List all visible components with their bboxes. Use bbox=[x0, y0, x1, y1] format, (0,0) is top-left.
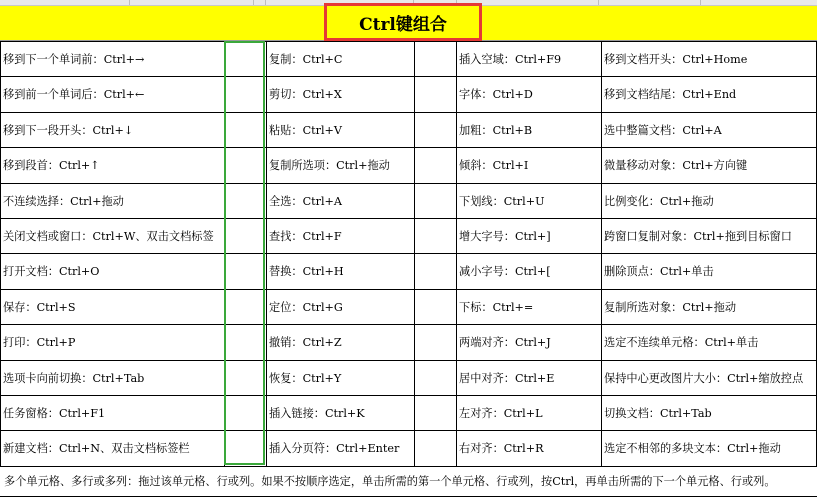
shortcut-cell[interactable] bbox=[3, 430, 225, 465]
shortcut-cell[interactable] bbox=[269, 218, 415, 253]
shortcut-label: 选中整篇文档：Ctrl+A bbox=[604, 123, 722, 137]
shortcut-cell[interactable] bbox=[604, 395, 817, 430]
shortcut-cell[interactable] bbox=[459, 289, 601, 324]
shortcut-cell[interactable] bbox=[459, 183, 601, 218]
shortcut-label: 比例变化：Ctrl+拖动 bbox=[604, 194, 714, 208]
shortcut-cell[interactable] bbox=[604, 289, 817, 324]
column-divider bbox=[598, 0, 599, 5]
shortcut-label: 下划线：Ctrl+U bbox=[459, 194, 545, 208]
shortcut-cell[interactable] bbox=[269, 324, 415, 359]
shortcut-cell[interactable] bbox=[459, 76, 601, 111]
shortcut-label: 移到文档结尾：Ctrl+End bbox=[604, 87, 737, 101]
shortcut-cell[interactable] bbox=[269, 360, 415, 395]
shortcut-cell[interactable] bbox=[3, 289, 225, 324]
shortcut-cell[interactable] bbox=[604, 76, 817, 111]
shortcut-cell[interactable] bbox=[3, 324, 225, 359]
shortcut-label: 粘贴：Ctrl+V bbox=[269, 123, 342, 137]
shortcut-label: 切换文档：Ctrl+Tab bbox=[604, 406, 712, 420]
shortcut-cell[interactable] bbox=[3, 147, 225, 182]
column-divider bbox=[265, 0, 266, 5]
shortcut-cell[interactable] bbox=[269, 147, 415, 182]
shortcut-cell[interactable] bbox=[3, 183, 225, 218]
shortcut-label: 右对齐：Ctrl+R bbox=[459, 441, 544, 455]
shortcut-cell[interactable] bbox=[459, 360, 601, 395]
shortcut-label: 恢复：Ctrl+Y bbox=[269, 371, 342, 385]
shortcut-label: 字体：Ctrl+D bbox=[459, 87, 533, 101]
shortcut-cell[interactable] bbox=[269, 183, 415, 218]
shortcut-cell[interactable] bbox=[604, 253, 817, 288]
shortcut-label: 移到段首：Ctrl+↑ bbox=[3, 158, 100, 172]
shortcut-label: 选项卡向前切换：Ctrl+Tab bbox=[3, 371, 145, 385]
shortcut-cell[interactable] bbox=[269, 253, 415, 288]
footer-note-cell[interactable] bbox=[0, 466, 817, 497]
shortcut-cell[interactable] bbox=[3, 218, 225, 253]
shortcut-cell[interactable] bbox=[604, 41, 817, 76]
shortcut-label: 保持中心更改图片大小：Ctrl+缩放控点 bbox=[604, 371, 804, 385]
shortcut-cell[interactable] bbox=[459, 112, 601, 147]
shortcut-label: 复制：Ctrl+C bbox=[269, 52, 343, 66]
shortcut-cell[interactable] bbox=[459, 41, 601, 76]
column-divider bbox=[253, 0, 254, 5]
shortcut-label: 移到下一段开头：Ctrl+↓ bbox=[3, 123, 134, 137]
shortcut-label: 移到下一个单词前：Ctrl+→ bbox=[3, 52, 145, 66]
shortcut-cell[interactable] bbox=[604, 147, 817, 182]
shortcut-label: 插入空域：Ctrl+F9 bbox=[459, 52, 562, 66]
shortcut-cell[interactable] bbox=[604, 183, 817, 218]
shortcut-label: 左对齐：Ctrl+L bbox=[459, 406, 543, 420]
shortcut-label: 查找：Ctrl+F bbox=[269, 229, 342, 243]
shortcut-cell[interactable] bbox=[3, 76, 225, 111]
shortcut-table bbox=[0, 41, 817, 466]
shortcut-label: 替换：Ctrl+H bbox=[269, 264, 344, 278]
shortcut-label: 任务窗格：Ctrl+F1 bbox=[3, 406, 106, 420]
shortcut-cell[interactable] bbox=[604, 360, 817, 395]
shortcut-label: 加粗：Ctrl+B bbox=[459, 123, 533, 137]
title-cell[interactable] bbox=[324, 3, 482, 41]
shortcut-cell[interactable] bbox=[459, 430, 601, 465]
shortcut-cell[interactable] bbox=[604, 112, 817, 147]
shortcut-label: 插入分页符：Ctrl+Enter bbox=[269, 441, 400, 455]
column-divider bbox=[700, 0, 701, 5]
shortcut-label: 下标：Ctrl+= bbox=[459, 300, 534, 314]
shortcut-label: 复制所选项：Ctrl+拖动 bbox=[269, 158, 390, 172]
shortcut-cell[interactable] bbox=[459, 395, 601, 430]
shortcut-label: 微量移动对象：Ctrl+方向键 bbox=[604, 158, 748, 172]
shortcut-cell[interactable] bbox=[269, 289, 415, 324]
shortcut-cell[interactable] bbox=[269, 430, 415, 465]
shortcut-label: 插入链接：Ctrl+K bbox=[269, 406, 365, 420]
shortcut-label: 移到文档开头：Ctrl+Home bbox=[604, 52, 748, 66]
shortcut-cell[interactable] bbox=[459, 253, 601, 288]
shortcut-label: 保存：Ctrl+S bbox=[3, 300, 76, 314]
page-title: Ctrl键组合 bbox=[359, 14, 447, 35]
shortcut-label: 减小字号：Ctrl+[ bbox=[459, 264, 551, 278]
shortcut-label: 倾斜：Ctrl+I bbox=[459, 158, 529, 172]
shortcut-cell[interactable] bbox=[604, 218, 817, 253]
shortcut-label: 居中对齐：Ctrl+E bbox=[459, 371, 555, 385]
shortcut-label: 打开文档：Ctrl+O bbox=[3, 264, 100, 278]
shortcut-label: 选定不连续单元格：Ctrl+单击 bbox=[604, 335, 759, 349]
column-divider bbox=[129, 0, 130, 5]
shortcut-label: 跨窗口复制对象：Ctrl+拖到目标窗口 bbox=[604, 229, 792, 243]
shortcut-cell[interactable] bbox=[604, 430, 817, 465]
shortcut-cell[interactable] bbox=[269, 41, 415, 76]
shortcut-label: 剪切：Ctrl+X bbox=[269, 87, 342, 101]
shortcut-label: 移到前一个单词后：Ctrl+← bbox=[3, 87, 145, 101]
shortcut-label: 复制所选对象：Ctrl+拖动 bbox=[604, 300, 737, 314]
shortcut-label: 新建文档：Ctrl+N、双击文档标签栏 bbox=[3, 441, 190, 455]
shortcut-label: 打印：Ctrl+P bbox=[3, 335, 76, 349]
footer-note: 多个单元格、多行或多列：拖过该单元格、行或列。如果不按顺序选定，单击所需的第一个单元格、行或列，按Ctrl，再单击所需的下一个单元格、行或列。 bbox=[4, 475, 776, 488]
shortcut-label: 不连续选择：Ctrl+拖动 bbox=[3, 194, 124, 208]
shortcut-cell[interactable] bbox=[3, 395, 225, 430]
shortcut-label: 增大字号：Ctrl+] bbox=[459, 229, 551, 243]
shortcut-cell[interactable] bbox=[3, 253, 225, 288]
shortcut-cell[interactable] bbox=[604, 324, 817, 359]
selected-column[interactable] bbox=[224, 41, 265, 465]
shortcut-label: 两端对齐：Ctrl+J bbox=[459, 335, 551, 349]
shortcut-label: 撤销：Ctrl+Z bbox=[269, 335, 342, 349]
shortcut-label: 删除顶点：Ctrl+单击 bbox=[604, 264, 714, 278]
shortcut-cell[interactable] bbox=[269, 112, 415, 147]
shortcut-label: 定位：Ctrl+G bbox=[269, 300, 343, 314]
shortcut-label: 关闭文档或窗口：Ctrl+W、双击文档标签 bbox=[3, 229, 214, 243]
shortcut-label: 全选：Ctrl+A bbox=[269, 194, 342, 208]
shortcut-cell[interactable] bbox=[3, 360, 225, 395]
shortcut-cell[interactable] bbox=[269, 395, 415, 430]
shortcut-cell[interactable] bbox=[269, 76, 415, 111]
shortcut-cell[interactable] bbox=[459, 147, 601, 182]
shortcut-cell[interactable] bbox=[3, 112, 225, 147]
shortcut-cell[interactable] bbox=[459, 324, 601, 359]
shortcut-label: 选定不相邻的多块文本：Ctrl+拖动 bbox=[604, 441, 781, 455]
shortcut-cell[interactable] bbox=[3, 41, 225, 76]
shortcut-cell[interactable] bbox=[459, 218, 601, 253]
